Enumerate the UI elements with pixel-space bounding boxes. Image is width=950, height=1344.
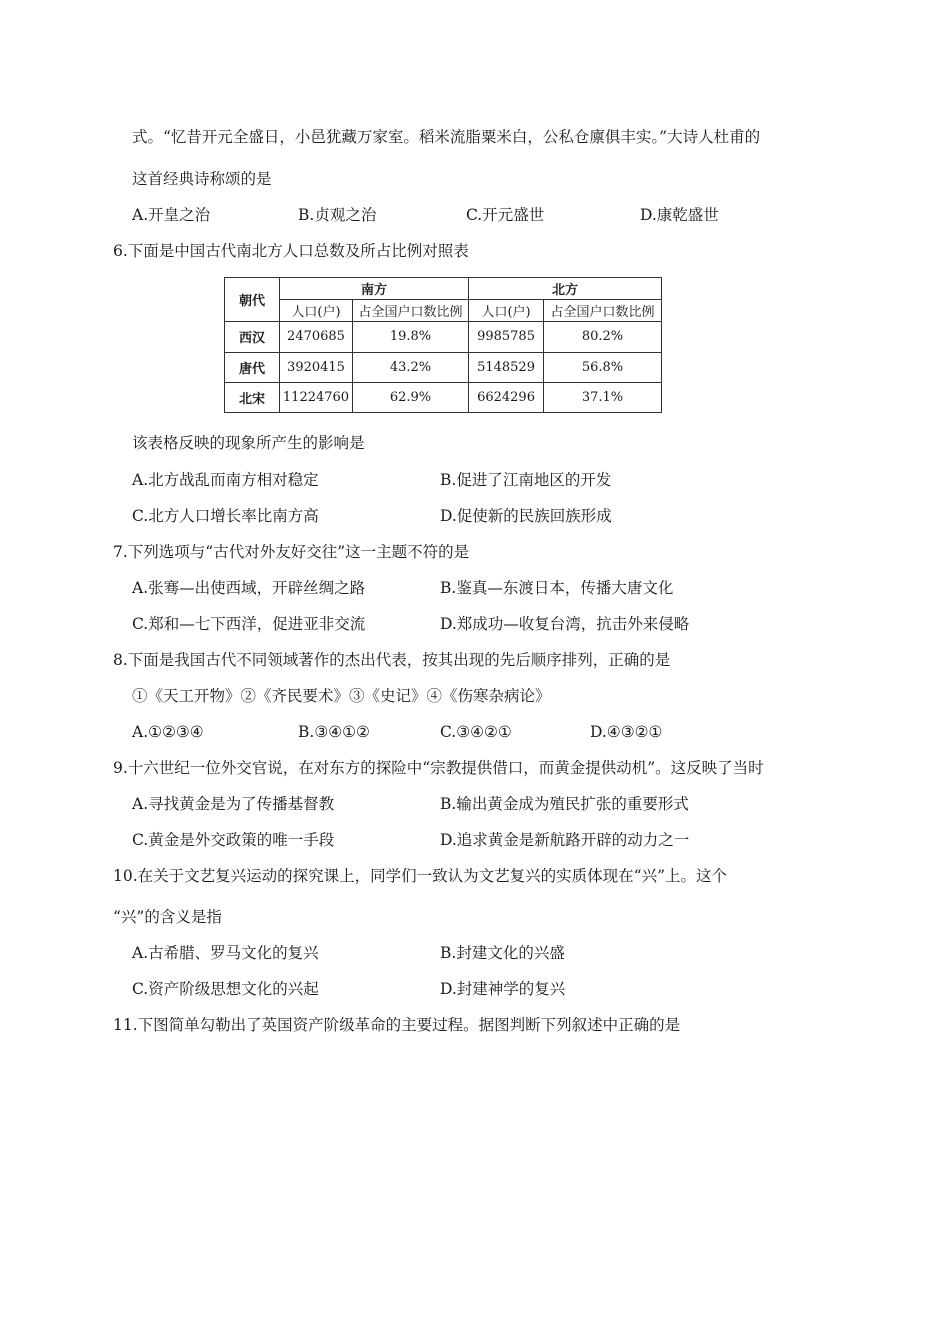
q8-option-b: B.③④①② — [298, 723, 370, 741]
q9-option-b: B.输出黄金成为殖民扩张的重要形式 — [440, 795, 689, 813]
q8-option-c: C.③④②① — [440, 723, 512, 741]
q7-option-a: A.张骞—出使西域，开辟丝绸之路 — [132, 579, 366, 597]
q5-option-c: C.开元盛世 — [466, 206, 545, 224]
q8-works-list: ①《天工开物》②《齐民要术》③《史记》④《伤寒杂病论》 — [132, 687, 551, 705]
q9-stem: 9.十六世纪一位外交官说，在对东方的探险中“宗教提供借口，而黄金提供动机”。这反映了当时 — [113, 759, 764, 777]
subheader-south-pop: 人口(户) — [280, 300, 353, 322]
row-south-pop: 3920415 — [280, 352, 353, 382]
header-dynasty: 朝代 — [225, 278, 280, 322]
subheader-south-pct: 占全国户口数比例 — [353, 300, 469, 322]
header-south: 南方 — [280, 278, 469, 300]
row-dynasty: 北宋 — [225, 382, 280, 412]
q6-option-c: C.北方人口增长率比南方高 — [132, 507, 319, 525]
q6-sub-question: 该表格反映的现象所产生的影响是 — [132, 434, 365, 452]
table-row — [225, 322, 662, 352]
row-dynasty: 西汉 — [225, 322, 280, 352]
subheader-north-pct: 占全国户口数比例 — [544, 300, 662, 322]
row-north-pct: 37.1% — [544, 382, 662, 412]
q8-stem: 8.下面是我国古代不同领域著作的杰出代表，按其出现的先后顺序排列，正确的是 — [113, 651, 671, 669]
row-north-pct: 56.8% — [544, 352, 662, 382]
q10-stem-line1: 10.在关于文艺复兴运动的探究课上，同学们一致认为文艺复兴的实质体现在“兴”上。这个 — [113, 867, 728, 885]
row-south-pct: 62.9% — [353, 382, 469, 412]
population-table — [224, 277, 662, 413]
q7-option-c: C.郑和—七下西洋，促进亚非交流 — [132, 615, 366, 633]
q11-stem: 11.下图简单勾勒出了英国资产阶级革命的主要过程。据图判断下列叙述中正确的是 — [113, 1016, 681, 1034]
row-north-pop: 9985785 — [469, 322, 544, 352]
q10-option-c: C.资产阶级思想文化的兴起 — [132, 980, 319, 998]
row-north-pop: 6624296 — [469, 382, 544, 412]
q6-stem: 6.下面是中国古代南北方人口总数及所占比例对照表 — [113, 242, 469, 260]
q7-stem: 7.下列选项与“古代对外友好交往”这一主题不符的是 — [113, 543, 470, 561]
header-north: 北方 — [469, 278, 662, 300]
q10-option-a: A.古希腊、罗马文化的复兴 — [132, 944, 319, 962]
row-south-pct: 19.8% — [353, 322, 469, 352]
row-dynasty: 唐代 — [225, 352, 280, 382]
table-row — [225, 382, 662, 412]
q8-option-a: A.①②③④ — [132, 723, 204, 741]
row-south-pop: 11224760 — [280, 382, 353, 412]
q10-option-b: B.封建文化的兴盛 — [440, 944, 565, 962]
q5-stem-line2: 这首经典诗称颂的是 — [132, 170, 272, 188]
q10-option-d: D.封建神学的复兴 — [440, 980, 566, 998]
q9-option-a: A.寻找黄金是为了传播基督教 — [132, 795, 335, 813]
q5-option-a: A.开皇之治 — [132, 206, 211, 224]
q5-option-b: B.贞观之治 — [298, 206, 377, 224]
q9-option-d: D.追求黄金是新航路开辟的动力之一 — [440, 831, 690, 849]
q5-option-d: D.康乾盛世 — [640, 206, 719, 224]
q10-stem-line2: “兴”的含义是指 — [113, 908, 222, 926]
q6-option-d: D.促使新的民族回族形成 — [440, 507, 612, 525]
q7-option-d: D.郑成功—收复台湾，抗击外来侵略 — [440, 615, 690, 633]
row-south-pop: 2470685 — [280, 322, 353, 352]
q5-stem-line1: 式。“忆昔开元全盛日，小邑犹藏万家室。稻米流脂粟米白，公私仓廪俱丰实。”大诗人杜甫的 — [132, 128, 761, 146]
row-south-pct: 43.2% — [353, 352, 469, 382]
q9-option-c: C.黄金是外交政策的唯一手段 — [132, 831, 335, 849]
row-north-pop: 5148529 — [469, 352, 544, 382]
subheader-north-pop: 人口(户) — [469, 300, 544, 322]
row-north-pct: 80.2% — [544, 322, 662, 352]
q8-option-d: D.④③②① — [590, 723, 663, 741]
q6-option-b: B.促进了江南地区的开发 — [440, 471, 612, 489]
q6-option-a: A.北方战乱而南方相对稳定 — [132, 471, 319, 489]
table-row — [225, 352, 662, 382]
q7-option-b: B.鉴真—东渡日本，传播大唐文化 — [440, 579, 674, 597]
